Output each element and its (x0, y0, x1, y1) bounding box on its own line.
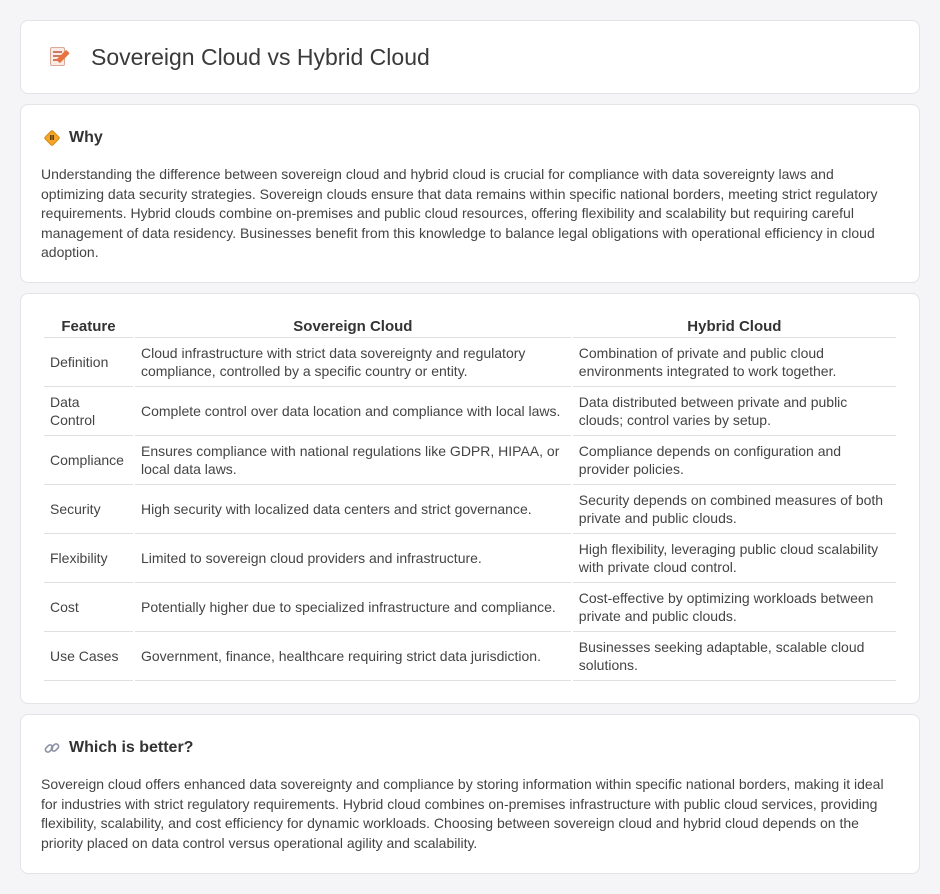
table-row (44, 338, 896, 387)
sovereign-cell: Complete control over data location and compliance with local laws. (135, 387, 571, 436)
hybrid-cell: Compliance depends on configuration and provider policies. (573, 436, 896, 485)
sovereign-cell: Cloud infrastructure with strict data sovereignty and regulatory compliance, controlled by a specific country or entity. (135, 338, 571, 387)
better-header (21, 715, 919, 757)
document-pencil-icon (47, 45, 71, 69)
which-better-card (20, 714, 920, 874)
feature-cell: Use Cases (44, 632, 133, 681)
diamond-sign-icon (43, 129, 61, 147)
hybrid-cell: Businesses seeking adaptable, scalable cloud solutions. (573, 632, 896, 681)
table-row (44, 583, 896, 632)
better-text: Sovereign cloud offers enhanced data sovereignty and compliance by storing information within specific national borders, making it ideal for industries with strict regulatory requirements. Hybrid cloud combines on-premises infrastructure with public cloud services, providing flexibility, scalability, and cost efficiency for dynamic workloads. Choosing between sovereign cloud and hybrid cloud depends on the priority placed on data control versus operational agility and scalability. (41, 776, 884, 851)
table-row (44, 632, 896, 681)
feature-cell: Security (44, 485, 133, 534)
table-row (44, 387, 896, 436)
sovereign-cell: Limited to sovereign cloud providers and infrastructure. (135, 534, 571, 583)
feature-cell: Data Control (44, 387, 133, 436)
title-row (21, 21, 919, 93)
better-title: Which is better? (69, 739, 194, 756)
sovereign-cell: High security with localized data centers and strict governance. (135, 485, 571, 534)
comparison-card (20, 293, 920, 704)
hybrid-cell: Data distributed between private and public clouds; control varies by setup. (573, 387, 896, 436)
title-card (20, 20, 920, 94)
table-row (44, 534, 896, 583)
header-hybrid: Hybrid Cloud (573, 314, 896, 338)
why-card (20, 104, 920, 283)
sovereign-cell: Government, finance, healthcare requiring strict data jurisdiction. (135, 632, 571, 681)
page-title: Sovereign Cloud vs Hybrid Cloud (91, 43, 430, 70)
hybrid-cell: Combination of private and public cloud environments integrated to work together. (573, 338, 896, 387)
table-row (44, 436, 896, 485)
feature-cell: Definition (44, 338, 133, 387)
comparison-table (42, 314, 898, 681)
hybrid-cell: Security depends on combined measures of both private and public clouds. (573, 485, 896, 534)
why-title: Why (69, 129, 103, 146)
why-header (21, 105, 919, 147)
table-header-row (44, 314, 896, 338)
why-text: Understanding the difference between sovereign cloud and hybrid cloud is crucial for compliance with data sovereignty laws and optimizing data security strategies. Sovereign clouds ensure that data remains within specific national borders, meeting strict regulatory requirements. Hybrid clouds combine on-premises and public cloud resources, offering flexibility and scalability but requiring careful management of data residency. Businesses benefit from this knowledge to balance legal obligations with operational efficiency in cloud adoption. (41, 166, 878, 260)
sovereign-cell: Potentially higher due to specialized infrastructure and compliance. (135, 583, 571, 632)
table-row (44, 485, 896, 534)
feature-cell: Flexibility (44, 534, 133, 583)
feature-cell: Compliance (44, 436, 133, 485)
sovereign-cell: Ensures compliance with national regulations like GDPR, HIPAA, or local data laws. (135, 436, 571, 485)
header-feature: Feature (44, 314, 133, 338)
link-icon (43, 739, 61, 757)
header-sovereign: Sovereign Cloud (135, 314, 571, 338)
feature-cell: Cost (44, 583, 133, 632)
hybrid-cell: High flexibility, leveraging public cloud scalability with private cloud control. (573, 534, 896, 583)
hybrid-cell: Cost-effective by optimizing workloads between private and public clouds. (573, 583, 896, 632)
